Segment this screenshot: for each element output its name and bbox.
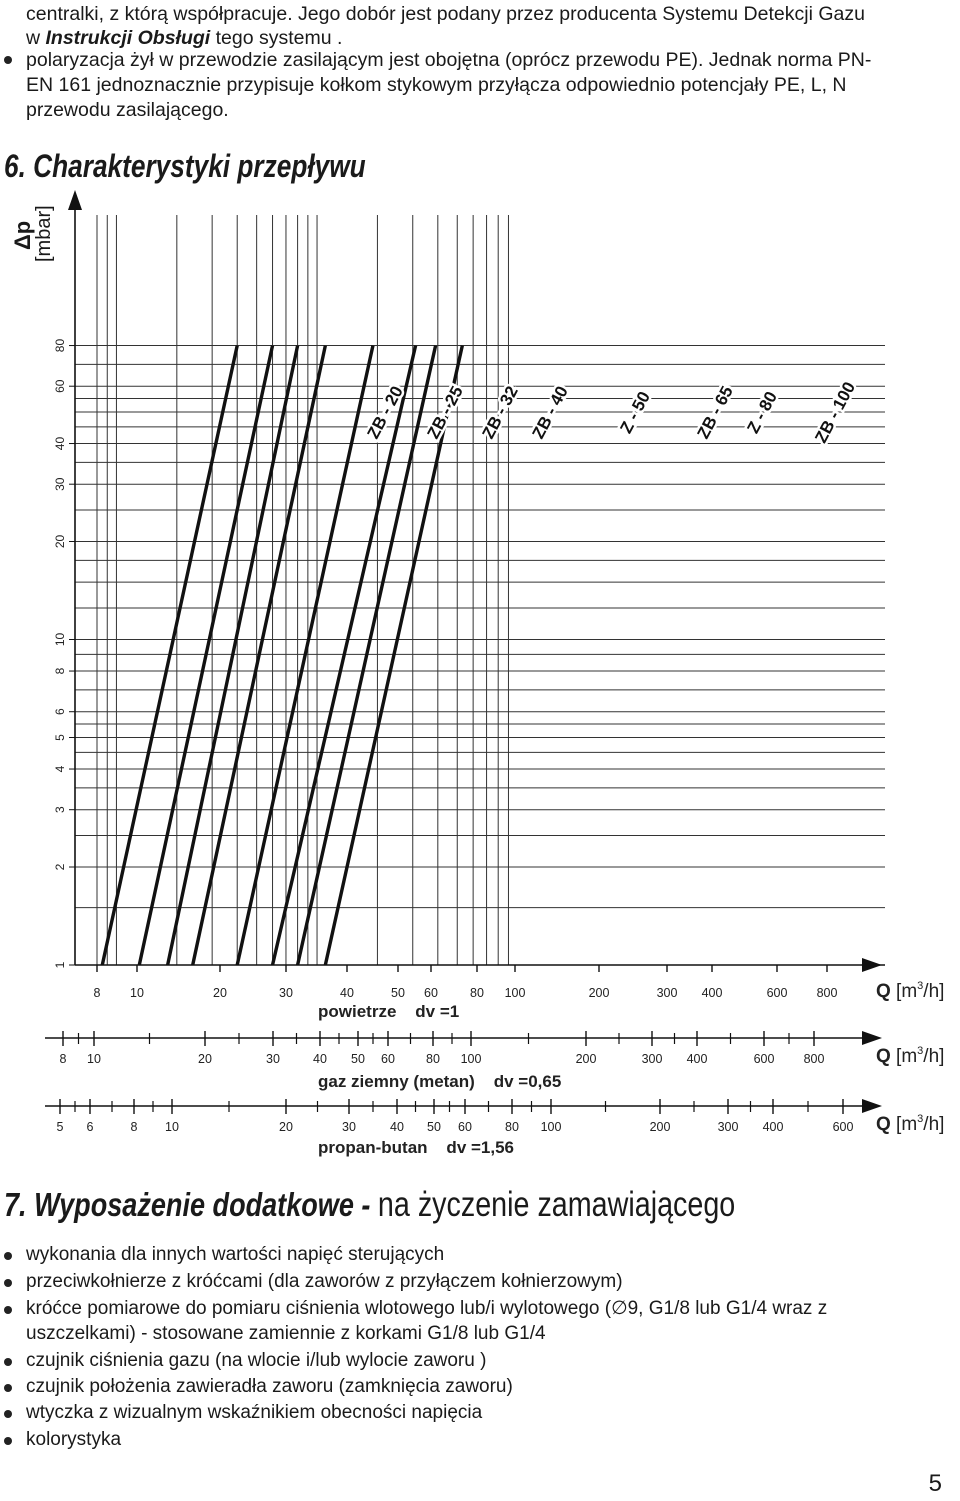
x-tick-label: 8: [59, 1052, 67, 1066]
x-tick-label: 6: [86, 1120, 94, 1134]
section-6-heading: 6. Charakterystyki przepływu: [4, 148, 366, 184]
series-label: Z - 80: [743, 388, 781, 437]
list-item: czujnik ciśnienia gazu (na wlocie i/lub wylocie zaworu ): [26, 1350, 487, 1371]
list-item: czujnik położenia zawieradła zaworu (zamknięcia zaworu): [26, 1376, 513, 1397]
section-7-heading: [4, 1185, 735, 1225]
x-tick-label: 50: [351, 1052, 365, 1066]
x-tick-label: 10: [130, 986, 144, 1000]
x-axis-unit-end: /h]: [923, 1114, 945, 1135]
x-axis-unit-end: /h]: [923, 981, 945, 1002]
y-axis-symbol: Δp: [10, 220, 35, 250]
series-line: [298, 346, 436, 965]
x-axis-unit-q: Q: [876, 1046, 891, 1067]
list-item: przeciwkołnierze z króćcami (dla zaworów z przyłączem kołnierzowym): [26, 1271, 623, 1292]
intro-bullet-line-1: polaryzacja żył w przewodzie zasilającym jest obojętna (oprócz przewodu PE). Jednak norma PN-: [26, 49, 872, 71]
x-tick-label: 200: [649, 1120, 671, 1134]
x-tick-label: 20: [279, 1120, 293, 1134]
x-tick-label: 30: [266, 1052, 280, 1066]
x-tick-label: 100: [504, 986, 526, 1000]
y-tick-label: 5: [53, 734, 67, 741]
x-axis-medium-label: gaz ziemny (metan) dv =0,65: [318, 1072, 562, 1091]
x-axis-medium-label: propan-butan dv =1,56: [318, 1138, 515, 1157]
x-tick-label: 80: [505, 1120, 519, 1134]
x-tick-label: 800: [803, 1052, 825, 1066]
x-axis-unit-sup: 3: [917, 980, 924, 992]
y-axis-arrow-icon: [68, 190, 82, 210]
bullet-icon: [4, 1252, 12, 1260]
x-tick-label: 30: [279, 986, 293, 1000]
x-tick-label: 300: [717, 1120, 739, 1134]
instruction-manual-emphasis: Instrukcji Obsługi: [45, 27, 211, 49]
x-axis-unit: [876, 1113, 944, 1135]
x-tick-label: 100: [540, 1120, 562, 1134]
x-tick-label: 60: [424, 986, 438, 1000]
list-item: wtyczka z wizualnym wskaźnikiem obecności napięcia: [26, 1402, 483, 1423]
y-axis-unit: [mbar]: [33, 205, 55, 262]
page-number: 5: [928, 1470, 942, 1497]
x-tick-label: 40: [340, 986, 354, 1000]
bullet-icon: [4, 1410, 12, 1418]
section-7-title-rest: na życzenie zamawiającego: [377, 1185, 736, 1224]
y-tick-label: 2: [53, 863, 67, 871]
x-tick-label: 300: [656, 986, 678, 1000]
x-axis-unit-end: /h]: [923, 1046, 945, 1067]
x-tick-label: 40: [313, 1052, 327, 1066]
chart-grid-vertical: [97, 215, 508, 965]
series-label: ZB - 100: [811, 378, 860, 447]
series-label: ZB - 65: [693, 382, 737, 442]
x-tick-label: 100: [460, 1052, 482, 1066]
x-axis-unit: [876, 980, 944, 1002]
bullet-icon: [4, 56, 12, 64]
y-tick-label: 40: [53, 436, 67, 451]
section-7-title: 7. Wyposażenie dodatkowe -: [4, 1186, 378, 1223]
x-axis-medium-label: powietrze dv =1: [318, 1002, 460, 1021]
y-tick-label: 6: [53, 708, 67, 716]
x-axis-unit-rest: [m: [890, 1114, 918, 1135]
y-axis-tick-labels: [53, 339, 67, 969]
x-axis-arrow-icon: [862, 1099, 882, 1113]
x-axis-unit-rest: [m: [890, 1046, 918, 1067]
x-tick-label: 60: [381, 1052, 395, 1066]
x-tick-label: 50: [427, 1120, 441, 1134]
bullet-icon: [4, 1358, 12, 1366]
series-label: ZB - 25: [423, 382, 467, 442]
intro-line-2: [26, 26, 342, 50]
x-tick-label: 600: [832, 1120, 854, 1134]
y-tick-label: 3: [53, 806, 67, 814]
x-tick-label: 80: [426, 1052, 440, 1066]
x-tick-label: 20: [213, 986, 227, 1000]
x-tick-label: 60: [458, 1120, 472, 1134]
x-tick-label: 400: [762, 1120, 784, 1134]
intro-bullet-line-2: EN 161 jednoznacznie przypisuje kołkom stykowym przyłącza odpowiednio potencjały PE, L, N: [26, 74, 847, 96]
bullet-icon: [4, 1384, 12, 1392]
series-line: [139, 346, 272, 965]
x-axis-unit: [876, 1045, 944, 1067]
x-tick-label: 80: [470, 986, 484, 1000]
x-tick-label: 200: [588, 986, 610, 1000]
series-label: ZB - 20: [363, 382, 407, 442]
x-tick-label: 40: [390, 1120, 404, 1134]
x-tick-label: 20: [198, 1052, 212, 1066]
x-tick-label: 10: [165, 1120, 179, 1134]
chart-grid-horizontal: [75, 346, 885, 965]
series-label: Z - 50: [616, 388, 654, 437]
series-label: ZB - 40: [528, 382, 572, 442]
x-tick-label: 600: [753, 1052, 775, 1066]
y-tick-label: 8: [53, 667, 67, 675]
series-line: [168, 346, 298, 965]
list-item: wykonania dla innych wartości napięć sterujących: [26, 1244, 445, 1265]
x-tick-label: 8: [93, 986, 101, 1000]
series-line: [102, 346, 237, 965]
x-axis-unit-q: Q: [876, 1114, 891, 1135]
x-axis-arrow-icon: [862, 1031, 882, 1045]
x-tick-label: 400: [701, 986, 723, 1000]
list-item-continued: uszczelkami) - stosowane zamiennie z korkami G1/8 lub G1/4: [26, 1323, 546, 1344]
intro-line-2-pre: w: [26, 27, 46, 49]
list-item: kolorystyka: [26, 1429, 122, 1450]
y-tick-label: 4: [53, 765, 67, 773]
y-tick-label: 1: [53, 961, 67, 969]
chart-series-lines: [102, 346, 462, 965]
bullet-icon: [4, 1306, 12, 1314]
x-axes: [45, 958, 944, 1157]
bullet-icon: [4, 1437, 12, 1445]
x-tick-label: 30: [342, 1120, 356, 1134]
intro-bullet-line-3: przewodu zasilającego.: [26, 99, 229, 121]
y-tick-label: 20: [53, 534, 67, 549]
flow-characteristics-chart: [0, 185, 960, 1175]
y-tick-label: 30: [53, 477, 67, 491]
intro-line-2-post: tego systemu .: [210, 27, 343, 49]
x-tick-label: 600: [766, 986, 788, 1000]
intro-line-1: centralki, z którą współpracuje. Jego dobór jest podany przez producenta Systemu Detekcji Gazu: [26, 3, 865, 25]
x-axis-unit-sup: 3: [917, 1113, 924, 1125]
x-tick-label: 300: [641, 1052, 663, 1066]
x-tick-label: 400: [686, 1052, 708, 1066]
list-item: króćce pomiarowe do pomiaru ciśnienia wlotowego lub/i wylotowego (∅9, G1/8 lub G1/4 wraz z: [26, 1298, 828, 1319]
x-axis-unit-rest: [m: [890, 981, 918, 1002]
x-axis-unit-q: Q: [876, 981, 891, 1002]
x-tick-label: 50: [391, 986, 405, 1000]
y-tick-label: 10: [53, 632, 67, 647]
y-tick-label: 80: [53, 338, 67, 353]
x-axis-unit-sup: 3: [917, 1045, 924, 1057]
x-tick-label: 8: [130, 1120, 138, 1134]
x-tick-label: 5: [56, 1120, 64, 1134]
x-tick-label: 200: [575, 1052, 597, 1066]
x-tick-label: 800: [816, 986, 838, 1000]
series-label: ZB - 32: [478, 382, 522, 442]
x-axis-arrow-icon: [862, 958, 882, 972]
x-tick-label: 10: [87, 1052, 101, 1066]
y-tick-label: 60: [53, 379, 67, 393]
bullet-icon: [4, 1279, 12, 1287]
